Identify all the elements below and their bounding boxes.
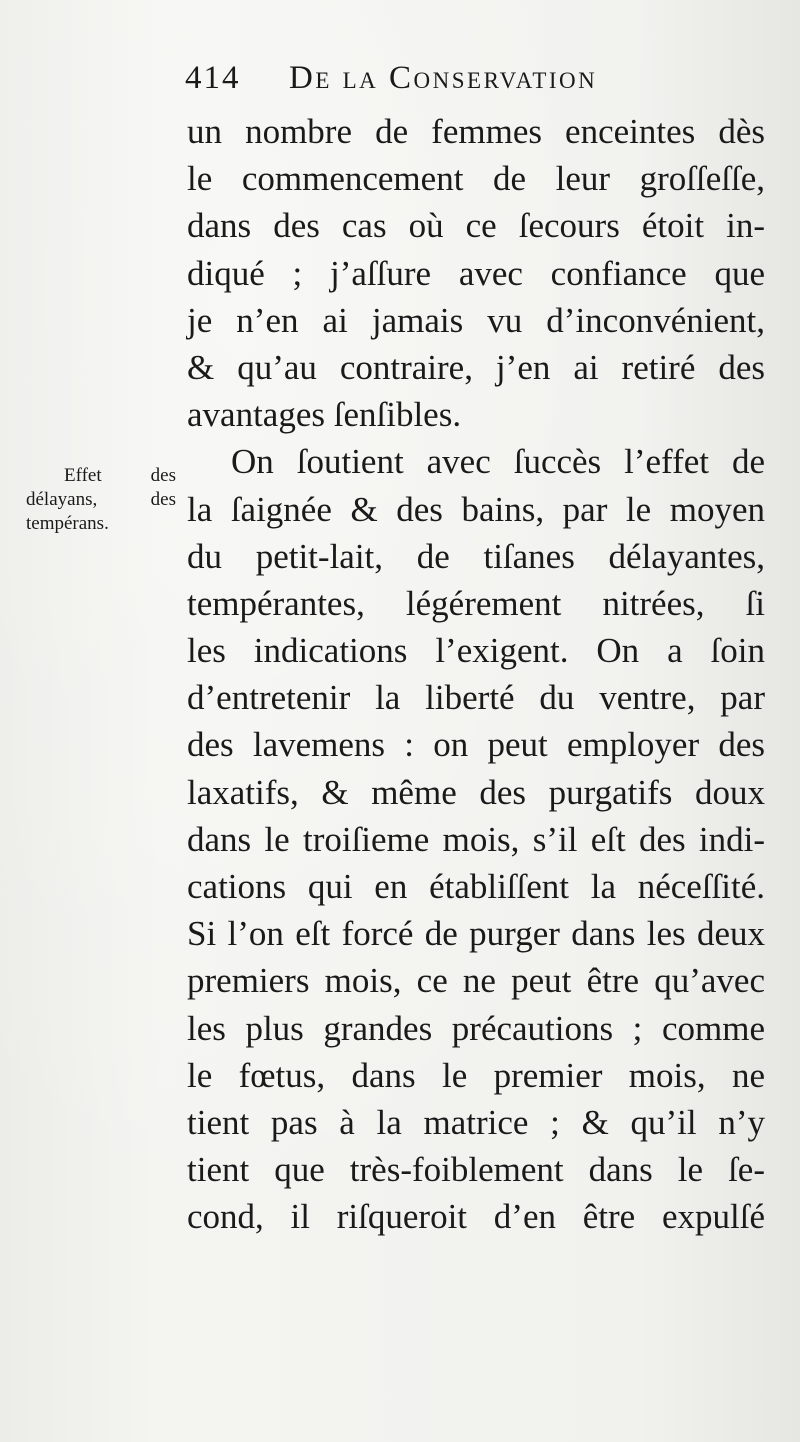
- body-text: [187, 108, 765, 1241]
- margin-note-line: tempérans.: [26, 513, 109, 534]
- running-title: De la Conservation: [289, 60, 598, 96]
- text-line: cations qui en établiſſent la néceſſité.: [187, 867, 765, 906]
- text-line: dans le troiſieme mois, s’il eſt des indi-: [187, 819, 765, 859]
- text-line: le commencement de leur groſſeſſe,: [187, 159, 765, 199]
- text-line: laxatifs, & même des purgatifs doux: [187, 772, 765, 812]
- text-line: d’entretenir la liberté du ventre, par: [187, 678, 765, 718]
- text-line: On ſoutient avec ſuccès l’effet de: [231, 442, 765, 482]
- text-line: & qu’au contraire, j’en ai retiré des: [187, 347, 765, 387]
- text-line: le fœtus, dans le premier mois, ne: [187, 1055, 765, 1095]
- text-line: du petit-lait, de tiſanes délayantes,: [187, 536, 765, 576]
- text-line: Si l’on eſt forcé de purger dans les deux: [187, 914, 765, 954]
- text-line: la ſaignée & des bains, par le moyen: [187, 489, 765, 529]
- page-header: [185, 58, 775, 98]
- margin-note-line: Effet des: [64, 465, 176, 486]
- text-line: cond, il riſqueroit d’en être expulſé: [187, 1197, 765, 1237]
- text-line: des lavemens : on peut employer des: [187, 725, 765, 765]
- page-number: 414: [185, 60, 241, 96]
- margin-note: [26, 464, 176, 536]
- text-line: tient que très-foiblement dans le ſe-: [187, 1150, 765, 1190]
- text-line: dans des cas où ce ſecours étoit in-: [187, 206, 765, 246]
- text-line: les indications l’exigent. On a ſoin: [187, 631, 765, 671]
- text-line: un nombre de femmes enceintes dès: [187, 112, 765, 151]
- margin-note-line: délayans, des: [26, 489, 176, 510]
- text-line: tempérantes, légérement nitrées, ſi: [187, 583, 765, 623]
- text-line: diqué ; j’aſſure avec confiance que: [187, 253, 765, 293]
- text-line: tient pas à la matrice ; & qu’il n’y: [187, 1102, 765, 1142]
- text-line: les plus grandes précautions ; comme: [187, 1008, 765, 1048]
- text-line: premiers mois, ce ne peut être qu’avec: [187, 961, 765, 1001]
- text-line: je n’en ai jamais vu d’inconvénient,: [187, 300, 765, 340]
- text-line: avantages ſenſibles.: [187, 395, 462, 435]
